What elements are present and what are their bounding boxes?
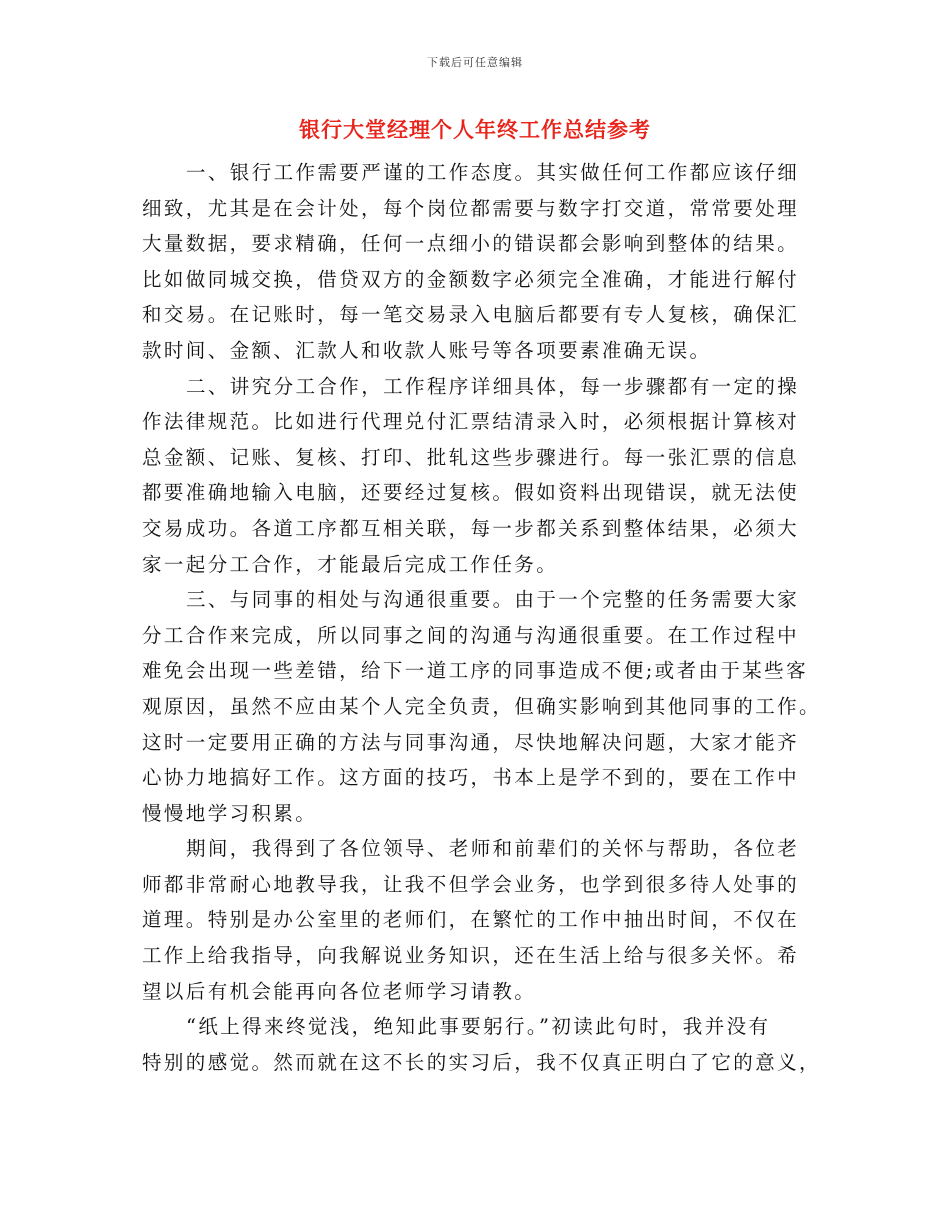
text-line: 慢慢地学习积累。	[142, 801, 318, 825]
text-line: 家一起分工合作，才能最后完成工作任务。	[142, 552, 559, 576]
text-line: 款时间、金额、汇款人和收款人账号等各项要素准确无误。	[142, 338, 712, 362]
text-line: 交易成功。各道工序都互相关联，每一步都关系到整体结果，必须大	[142, 516, 800, 540]
text-line: 分工合作来完成，所以同事之间的沟通与沟通很重要。在工作过程中	[142, 623, 800, 647]
text-line: 细致，尤其是在会计处，每个岗位都需要与数字打交道，常常要处理	[142, 196, 800, 220]
document-title: 银行大堂经理个人年终工作总结参考	[299, 118, 651, 142]
paragraph-5	[142, 1009, 821, 1080]
text-line: “纸上得来终觉浅，绝知此事要躬行。”初读此句时，我并没有	[186, 1015, 771, 1039]
text-line: 心协力地搞好工作。这方面的技巧，书本上是学不到的，要在工作中	[142, 766, 800, 790]
text-line: 一、银行工作需要严谨的工作态度。其实做任何工作都应该仔细	[186, 161, 800, 184]
text-line: 和交易。在记账时，每一笔交易录入电脑后都要有专人复核，确保汇	[142, 303, 800, 327]
text-line: 难免会出现一些差错，给下一道工序的同事造成不便;或者由于某些客	[142, 659, 808, 683]
text-line: 观原因，虽然不应由某个人完全负责，但确实影响到其他同事的工作。	[142, 694, 821, 718]
text-line: 特别的感觉。然而就在这不长的实习后，我不仅真正明白了它的意义，	[142, 1050, 821, 1074]
text-line: 师都非常耐心地教导我，让我不但学会业务，也学到很多待人处事的	[142, 872, 800, 896]
text-line: 二、讲究分工合作，工作程序详细具体，每一步骤都有一定的操	[186, 374, 800, 398]
paragraph-1	[142, 155, 808, 369]
text-line: 这时一定要用正确的方法与同事沟通，尽快地解决问题，大家才能齐	[142, 730, 800, 754]
text-line: 作法律规范。比如进行代理兑付汇票结清录入时，必须根据计算核对	[142, 410, 800, 434]
document-body	[142, 155, 821, 1080]
text-line: 都要准确地输入电脑，还要经过复核。假如资料出现错误，就无法使	[142, 481, 800, 505]
text-line: 道理。特别是办公室里的老师们，在繁忙的工作中抽出时间，不仅在	[142, 908, 800, 932]
text-line: 望以后有机会能再向各位老师学习请教。	[142, 979, 537, 1003]
text-line: 总金额、记账、复核、打印、批轧这些步骤进行。每一张汇票的信息	[142, 445, 800, 469]
paragraph-4	[142, 831, 808, 1009]
text-line: 大量数据，要求精确，任何一点细小的错误都会影响到整体的结果。	[142, 232, 800, 256]
paragraph-2	[142, 369, 808, 583]
text-line: 三、与同事的相处与沟通很重要。由于一个完整的任务需要大家	[186, 588, 800, 612]
text-line: 期间，我得到了各位领导、老师和前辈们的关怀与帮助，各位老	[186, 837, 800, 861]
text-line: 比如做同城交换，借贷双方的金额数字必须完全准确，才能进行解付	[142, 267, 800, 291]
paragraph-3	[142, 582, 821, 831]
header-note: 下载后可任意编辑	[427, 56, 523, 69]
text-line: 工作上给我指导，向我解说业务知识，还在生活上给与很多关怀。希	[142, 944, 800, 968]
